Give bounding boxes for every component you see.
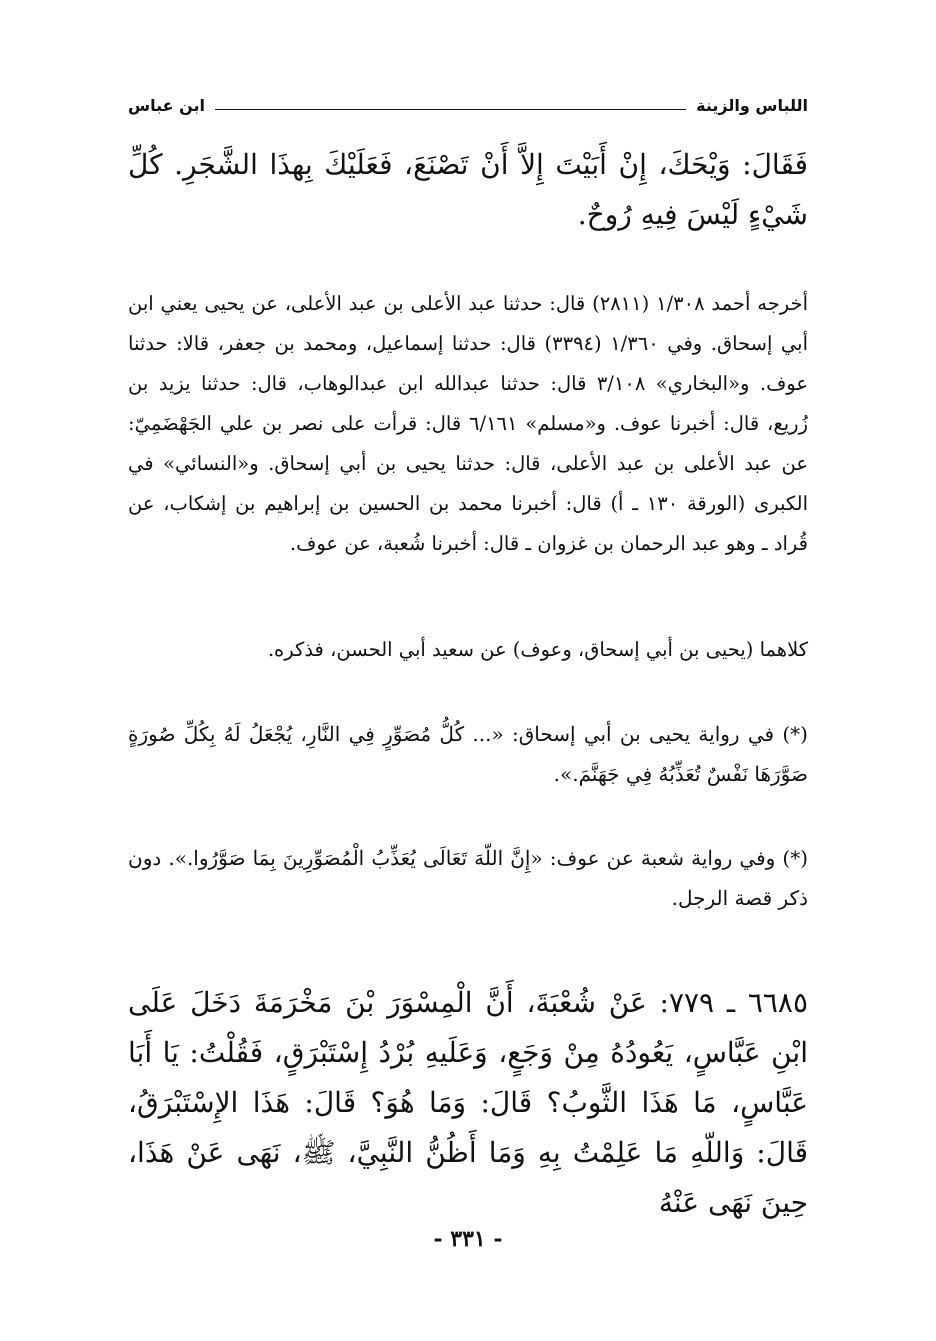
- variant-note-yahya: (*) في رواية يحيى بن أبي إسحاق: «... كُلُّ مُصَوِّرٍ فِي النَّارِ، يُجْعَلُ لَهُ بِكُلِّ صُورَةٍ صَوَّرَهَا نَفْسٌ تُعَذِّبُهُ فِي جَهَنَّمَ.».: [128, 722, 808, 786]
- chain-summary-line: كلاهما (يحيى بن أبي إسحاق، وعوف) عن سعيد أبي الحسن، فذكره.: [267, 638, 808, 661]
- variant-note-shuba: (*) وفي رواية شعبة عن عوف: «إِنَّ اللّهَ تَعَالَى يُعَذِّبُ الْمُصَوِّرِينَ بِمَا صَوَّرُوا.». دون ذكر قصة الرجل.: [128, 846, 808, 910]
- hadith-paragraph: ٦٦٨٥ ـ ٧٧٩: عَنْ شُعْبَةَ، أَنَّ الْمِسْوَرَ بْنَ مَخْرَمَةَ دَخَلَ عَلَى ابْنِ عَبَّاسٍ، يَعُودُهُ مِنْ وَجَعٍ، وَعَلَيهِ بُرْدُ إِسْتَبْرَقٍ، فَقُلْتُ: يَا أَبَا عَبَّاسٍ، مَا هَذَا الثَّوبُ؟ قَالَ: وَمَا هُوَ؟ قَالَ: هَذَا الإِسْتَبْرَقُ، قَالَ: وَاللّهِ مَا عَلِمْتُ بِهِ وَمَا أَظُنُّ النَّبِيَّ، ﷺ، نَهَى عَنْ هَذَا، حِينَ نَهَى عَنْهُ: [128, 986, 808, 1219]
- chapter-title: اللباس والزينة: [696, 95, 808, 115]
- hadith-ending-paragraph: فَقَالَ: وَيْحَكَ، إِنْ أَبَيْتَ إِلاَّ أَنْ تَصْنَعَ، فَعَلَيْكَ بِهذَا الشَّجَرِ. كُلِّ شَيْءٍ لَيْسَ فِيهِ رُوحٌ.: [128, 148, 808, 231]
- takhrij-paragraph: أخرجه أحمد ١/٣٠٨ (٢٨١١) قال: حدثنا عبد الأعلى بن عبد الأعلى، عن يحيى يعني ابن أبي إسحاق. وفي ١/٣٦٠ (٣٣٩٤) قال: حدثنا إسماعيل، ومحمد بن جعفر، قالا: حدثنا عوف. و«البخاري» ٣/١٠٨ قال: حدثنا عبدالله ابن عبدالوهاب، قال: حدثنا يزيد بن زُريع، قال: أخبرنا عوف. و«مسلم» ٦/١٦١ قال: قرأت على نصر بن علي الجَهْضَمِيّ: عن عبد الأعلى بن عبد الأعلى، قال: حدثنا يحيى بن أبي إسحاق. و«النسائي» في الكبرى (الورقة ١٣٠ ـ أ) قال: أخبرنا محمد بن الحسين بن إبراهيم بن إشكاب، عن قُراد ـ وهو عبد الرحمان بن غزوان ـ قال: أخبرنا شُعبة، عن عوف.: [128, 292, 808, 555]
- section-title: ابن عباس: [128, 95, 206, 115]
- header-rule: [215, 109, 686, 110]
- page-number: - ٣٣١ -: [433, 1226, 503, 1252]
- running-header: [128, 92, 808, 118]
